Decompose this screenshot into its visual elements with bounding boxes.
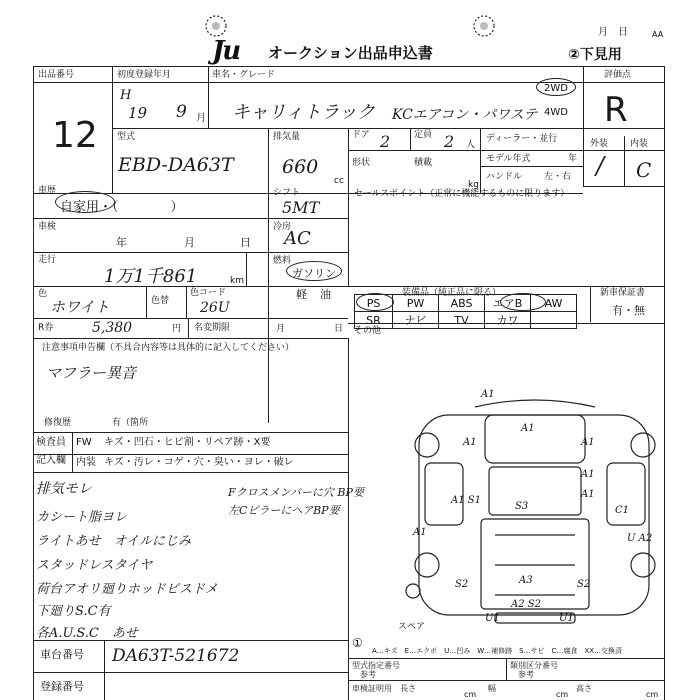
recycle-label: R券: [38, 323, 54, 333]
diagram-wheel-rr: [631, 553, 655, 577]
date-label: 月 日: [598, 27, 628, 38]
exterior-score: /: [596, 152, 605, 180]
door-value: 2: [380, 132, 391, 151]
equip-pw: PW: [393, 295, 439, 312]
mark-a1-left-side: A1: [413, 527, 427, 538]
fuel-label: 燃料: [273, 256, 292, 266]
capacity-label: 定員: [414, 130, 433, 140]
fuel-circle: [286, 261, 342, 281]
km-unit: km: [230, 276, 244, 286]
car-name-value: キャリィトラック: [232, 102, 375, 123]
handle-value: 左・右: [544, 172, 572, 182]
mileage-value: 1万1千861: [104, 266, 198, 287]
fw-items: キズ・凹石・ヒビ割・リペア跡・X要: [104, 437, 271, 448]
inspection-year-unit: 年: [116, 236, 127, 249]
color-label: 色: [38, 289, 48, 299]
mark-a1-windshield: A1: [521, 423, 535, 434]
mark-s2-right-rear: S2: [577, 579, 591, 590]
warranty-title: 新車保証書: [600, 288, 646, 298]
accessories-label: その他: [354, 326, 382, 336]
equip-aw: AW: [531, 295, 577, 312]
diagram-windshield: [485, 415, 585, 463]
equip-airbag-circle: [500, 293, 546, 311]
mark-a1-right-pillar: A1: [581, 469, 595, 480]
model-year-unit: 年: [568, 154, 578, 164]
interior-check-label: 内装: [76, 457, 96, 468]
interior-score: C: [636, 158, 652, 182]
fuel-diesel: 油: [320, 288, 331, 301]
name-change-label: 名変期限: [194, 323, 231, 333]
fuel-light: 軽: [296, 288, 307, 301]
height-label: 高さ: [576, 684, 592, 693]
inspection-day-unit: 日: [240, 236, 251, 249]
ac-value: AC: [284, 228, 311, 249]
era-value: H: [120, 88, 132, 103]
first-registration-label: 初度登録年月: [117, 70, 172, 80]
color-code-value: 26U: [200, 300, 230, 316]
usage-label: 車歴: [38, 186, 57, 196]
diagram-wheel-fr: [631, 433, 655, 457]
form-title: オークション出品申込書: [268, 44, 433, 62]
color-code-label: 色コード: [190, 288, 227, 298]
drive-4wd: 4WD: [544, 107, 568, 118]
mark-a1s1-left-door: A1 S1: [451, 495, 481, 506]
exterior-label: 外装: [590, 139, 609, 149]
width-unit: cm: [556, 690, 569, 699]
name-change-day: 日: [334, 324, 344, 334]
warranty-value: 有・無: [612, 304, 645, 317]
registration-label: 登録番号: [40, 680, 84, 693]
diagram-front-bumper: [475, 400, 595, 407]
type-designation-ref: 参考: [360, 670, 376, 679]
equip-blank: [531, 312, 577, 329]
load-label: 積載: [414, 158, 433, 168]
mark-c1-right: C1: [615, 505, 630, 516]
car-name-label: 車名・グレード: [212, 70, 276, 80]
diagram-left-door: [425, 463, 463, 525]
model-year-label: モデル年式: [486, 154, 531, 164]
diagram-spare-tire: [406, 584, 420, 598]
vehicle-damage-diagram: [405, 385, 665, 635]
ac-label: 冷房: [273, 222, 292, 232]
mark-a1-hood-left: A1: [463, 437, 477, 448]
capacity-value: 2: [444, 132, 455, 151]
diagram-roof: [489, 467, 581, 515]
equip-ps-circle: [356, 293, 394, 311]
repair-history-value: 有（箇所: [112, 418, 149, 428]
usage-value: 自家用・（ ）: [60, 200, 184, 215]
remark-7: 各A.U.S.C あせ: [36, 626, 138, 641]
month-unit: 月: [196, 113, 206, 124]
type-designation-label: 型式指定番号: [352, 661, 400, 670]
score-label: 評価点: [604, 70, 632, 80]
displacement-label: 排気量: [273, 132, 301, 142]
lot-number-label: 出品番号: [38, 70, 75, 80]
remark-right-2: 左CピラーにヘアBP要: [228, 504, 340, 517]
chassis-value: DA63T-521672: [112, 646, 240, 666]
remark-1: 排気モレ: [36, 481, 92, 497]
equipment-title: 装備品（純正品に限る）: [402, 288, 502, 298]
length-label: 長さ: [400, 684, 416, 693]
grade-value: KCエアコン・パワステ: [392, 107, 538, 123]
height-unit: cm: [646, 690, 659, 699]
fw-label: FW: [76, 437, 92, 448]
mark-a3-bed: A3: [519, 575, 533, 586]
load-unit: kg: [468, 180, 479, 190]
length-unit: cm: [464, 690, 477, 699]
inspector-label: 検査員: [36, 437, 66, 448]
copy-label: ②下見用: [568, 47, 622, 63]
remark-5: 荷台アオリ廻りホッドビスドメ: [36, 582, 218, 597]
repair-history-label: 修復歴: [44, 418, 72, 428]
equip-tv: TV: [439, 312, 485, 329]
year-value: 19: [128, 104, 148, 122]
door-label: ドア: [352, 130, 370, 140]
color-value: ホワイト: [50, 298, 110, 316]
shift-label: シフト: [273, 188, 301, 198]
fuel-gasoline: ガソリン: [292, 267, 336, 280]
inspector-entry-label: 記入欄: [36, 455, 66, 466]
notes-title: 注意事項申告欄（不具合内容等は具体的に記入してください）: [42, 343, 295, 353]
aa-label: AA: [652, 30, 664, 39]
model-value: EBD-DA63T: [118, 154, 234, 176]
month-value: 9: [176, 102, 187, 122]
inspection-label: 車検: [38, 222, 57, 232]
notes-text: マフラー異音: [46, 364, 137, 382]
drive-2wd-circle: [536, 78, 576, 96]
shape-label: 形状: [352, 158, 371, 168]
mark-u1-rear-right: U1: [559, 613, 574, 624]
interior-check-items: キズ・汚レ・コゲ・穴・臭い・ヨレ・破レ: [104, 457, 294, 468]
punch-hole-right: [468, 10, 500, 42]
mark-s3-roof: S3: [515, 501, 529, 512]
ju-logo: Ju: [212, 36, 240, 66]
name-change-month: 月: [276, 324, 286, 334]
sales-point-label: セールスポイント（正常に機能するものに限ります）: [354, 189, 570, 199]
color-change-label: 色替: [151, 296, 170, 306]
displacement-value: 660: [282, 156, 319, 178]
cc-unit: cc: [334, 176, 344, 186]
mileage-label: 走行: [38, 255, 57, 265]
mark-u1-rear-left: U1: [485, 613, 500, 624]
width-label: 幅: [488, 684, 496, 693]
equip-airbag: エアB: [485, 295, 531, 312]
interior-label: 内装: [630, 139, 649, 149]
remark-3: ライトあせ オイルにじみ: [36, 534, 191, 549]
remark-right-1: Fクロスメンバーに穴 BP要: [228, 486, 364, 499]
equip-sr: SR: [355, 312, 393, 329]
mark-a1-hood-right: A1: [581, 437, 595, 448]
shift-value: 5MT: [282, 198, 320, 217]
score-value: R: [604, 90, 628, 130]
mark-a1-right-door: A1: [581, 489, 595, 500]
equip-abs: ABS: [439, 295, 485, 312]
remark-4: スタッドレスタイヤ: [36, 558, 153, 573]
model-label: 型式: [117, 132, 136, 142]
equip-navi: ナビ: [393, 312, 439, 329]
class-number-ref: 参考: [518, 670, 534, 679]
recycle-unit: 円: [172, 324, 182, 334]
remark-2: カシート脂ヨレ: [36, 510, 128, 525]
chassis-label: 車台番号: [40, 648, 84, 661]
mark-a2s2-tailgate: A2 S2: [511, 599, 541, 610]
inspection-month-unit: 月: [184, 236, 195, 249]
handle-label: ハンドル: [486, 172, 523, 182]
remark-6: 下廻りS.C有: [36, 604, 111, 619]
equip-ps: PS: [355, 295, 393, 312]
mark-s2-left-rear: S2: [455, 579, 469, 590]
equip-leather: カワ: [485, 312, 531, 329]
lot-number-value: 12: [52, 115, 98, 156]
dimensions-label: 車検証明用: [352, 684, 392, 693]
recycle-value: 5,380: [92, 320, 133, 336]
mark-ua2-right-side: U A2: [627, 533, 653, 544]
usage-circle: [55, 191, 115, 213]
capacity-unit: 人: [466, 140, 476, 150]
dealer-label: ディーラー・並行: [486, 134, 558, 144]
drive-2wd: 2WD: [544, 83, 568, 94]
legend-circled-number: ①: [352, 636, 363, 650]
class-number-label: 類別区分番号: [510, 661, 558, 670]
mark-a1-front: A1: [481, 389, 495, 400]
legend-text: A…キズ E…エクボ U…凹み W…補修跡 S…サビ C…腐食 XX…交換済: [372, 647, 623, 655]
spare-label: スペア: [398, 622, 426, 632]
